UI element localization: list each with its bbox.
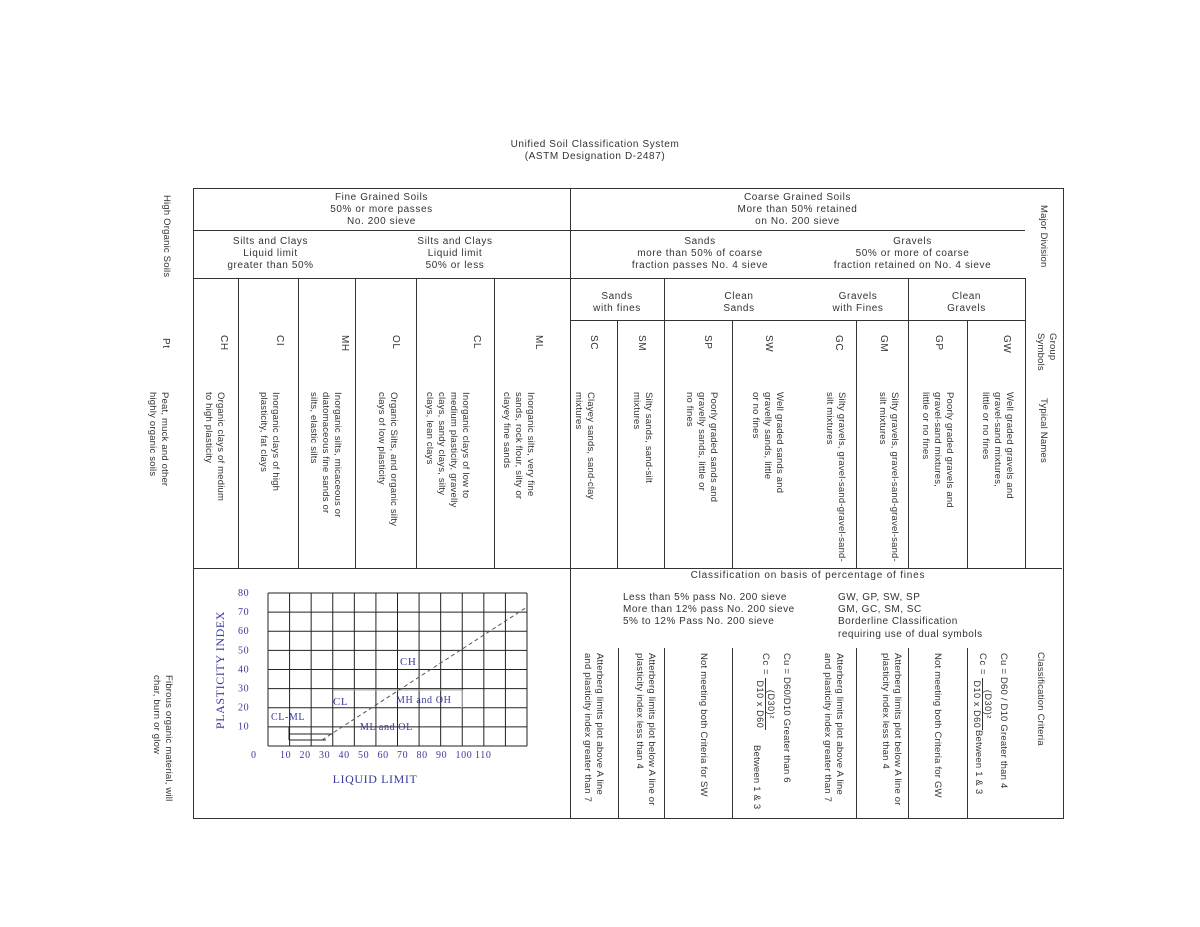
cc-denominator: D10 x D60 — [972, 680, 982, 729]
y-tick-label: 40 — [238, 664, 250, 676]
typical-names-label: Typical Names — [1038, 398, 1049, 463]
x-tick-label: 30 — [319, 750, 331, 761]
zone-label-cl: CL — [333, 696, 349, 708]
typical-name-sw: Well graded sands and gravelly sands, little or no fines — [750, 392, 785, 494]
criteria-gm: Atterberg limits plot below A line or plasticity index less than 4 — [880, 653, 903, 806]
group-symbol-ci: CI — [274, 335, 285, 347]
x-tick-label: 70 — [397, 750, 409, 761]
fines-row-3-right: Borderline Classification — [838, 616, 958, 627]
typical-name-gm: Silty gravels, gravel-sand-gravel-sand- silt mixtures — [877, 392, 900, 562]
group-symbol-gp: GP — [933, 335, 944, 351]
group-symbol-ch: CH — [218, 335, 229, 351]
coarse-grained-header: Coarse Grained Soils More than 50% retained on No. 200 sieve — [737, 192, 858, 227]
typical-name-cl: Inorganic clays of low to medium plasticity, gravelly clays, sandy clays, silty clays, lean clays — [424, 392, 471, 508]
criteria-sw-cu: Cu = D60/D10 Greater than 6 — [781, 653, 792, 783]
a-line — [322, 607, 527, 740]
sands-header: Sands more than 50% of coarse fraction passes No. 4 sieve — [631, 236, 769, 271]
cc-label: Cc = — [759, 653, 771, 676]
group-symbol-sw: SW — [763, 335, 774, 353]
typical-name-gw: Well graded gravels and gravel-sand mixtures, little or no fines — [980, 392, 1015, 499]
zone-label-ml-ol: ML and OL — [360, 722, 413, 733]
typical-name-gp: Poorly graded gravels and gravel-sand mixtures, little or no fines — [920, 392, 955, 508]
typical-name-ml: Inorganic silts, very fine sands, rock flour, silty or clayey fine sands — [501, 392, 536, 500]
typical-name-gc: Silty gravels, gravel-sand-gravel-sand- silt mixtures — [824, 392, 847, 562]
silts-clays-low-header: Silts and Clays Liquid limit 50% or less — [417, 236, 493, 271]
zone-label-cl-ml: CL-ML — [271, 712, 306, 723]
pt-description: Peat, muck and other highly organic soils — [147, 392, 170, 487]
typical-name-sm: Silty sands, sand-silt mixtures — [631, 392, 654, 483]
fines-row-4-right: requiring use of dual symbols — [838, 629, 983, 640]
cc-denominator: D10 x D60 — [755, 680, 765, 729]
group-symbol-gc: GC — [833, 335, 844, 352]
criteria-sw-cc-rule: Between 1 & 3 — [751, 745, 762, 810]
fines-row-3-left: 5% to 12% Pass No. 200 sieve — [623, 616, 775, 627]
x-tick-label: 10 — [280, 750, 292, 761]
x-tick-label: 110 — [475, 750, 492, 761]
group-symbol-sm: SM — [636, 335, 647, 352]
fines-row-1-left: Less than 5% pass No. 200 sieve — [623, 592, 787, 603]
y-tick-label: 50 — [238, 645, 250, 657]
group-symbol-ml: ML — [533, 335, 544, 351]
fines-row-2-left: More than 12% pass No. 200 sieve — [623, 604, 795, 615]
x-axis-label: LIQUID LIMIT — [332, 772, 418, 786]
plasticity-chart — [193, 568, 570, 818]
criteria-gw-cu: Cu = D60 / D10 Greater than 4 — [998, 653, 1009, 789]
group-symbol-sc: SC — [588, 335, 599, 351]
pt-symbol: Pt — [160, 338, 171, 349]
cc-label: Cc = — [976, 653, 988, 676]
typical-name-ci: Inorganic clays of high plasticity, fat clays — [258, 392, 281, 492]
y-tick-label: 80 — [238, 588, 250, 599]
x-tick-label: 50 — [358, 750, 370, 761]
y-tick-label: 10 — [238, 721, 250, 733]
group-symbol-cl: CL — [471, 335, 482, 349]
x-tick-label: 80 — [416, 750, 428, 761]
zone-label-mh-oh: MH and OH — [396, 695, 452, 706]
criteria-gw-cc-rule: Between 1 & 3 — [973, 730, 984, 795]
typical-name-sc: Clayey sands, sand-clay mixtures — [573, 392, 596, 500]
classification-criteria-label: Classification Criteria — [1035, 652, 1046, 746]
group-symbol-ol: OL — [390, 335, 401, 350]
y-tick-label: 20 — [238, 702, 250, 714]
criteria-gc: Atterberg limits plot above A line and plasticity index greater than 7 — [822, 653, 845, 803]
criteria-sm: Atterberg limits plot below A line or plasticity index less than 4 — [634, 653, 657, 806]
x-tick-label: 40 — [338, 750, 350, 761]
fines-title: Classification on basis of percentage of fines — [690, 570, 926, 581]
title-line-2: (ASTM Designation D-2487) — [524, 151, 666, 162]
clean-gravels-header: Clean Gravels — [947, 291, 986, 314]
silts-clays-high-header: Silts and Clays Liquid limit greater than 50% — [227, 236, 314, 271]
x-tick-label: 60 — [377, 750, 389, 761]
group-symbol-gm: GM — [878, 335, 889, 353]
fine-grained-header: Fine Grained Soils 50% or more passes No. 200 sieve — [330, 192, 433, 227]
gravels-header: Gravels 50% or more of coarse fraction retained on No. 4 sieve — [833, 236, 992, 271]
group-symbols-label: Group Symbols — [1035, 333, 1058, 371]
x-tick-label: 100 — [455, 750, 473, 761]
group-symbol-gw: GW — [1001, 335, 1012, 354]
major-division-label: Major Division — [1038, 205, 1049, 268]
y-axis-label: PLASTICITY INDEX — [213, 610, 227, 730]
title-line-1: Unified Soil Classification System — [510, 139, 680, 150]
fines-row-2-right: GM, GC, SM, SC — [838, 604, 922, 615]
typical-name-mh: Inorganic silts, micaceous or diatomaceous fine sands or silts, elastic silts — [308, 392, 343, 518]
typical-name-sp: Poorly graded sands and gravelly sands, little or no fines — [684, 392, 719, 503]
criteria-gw-cc — [972, 653, 993, 730]
typical-name-ol: Organic Silts, and organic silty clays of low plasticity — [376, 392, 399, 527]
pt-criteria: Fibrous organic material, will char, burn or glow — [151, 675, 174, 802]
x-tick-label: 0 — [251, 750, 257, 761]
group-symbol-sp: SP — [702, 335, 713, 350]
x-tick-label: 20 — [299, 750, 311, 761]
criteria-sw-cc — [755, 653, 776, 730]
criteria-sp: Not meeting both Criteria for SW — [698, 653, 709, 797]
criteria-sc: Atterberg limits plot above A line and plasticity index greater than 7 — [582, 653, 605, 803]
typical-name-ch: Organic clays of medium to high plasticity — [203, 392, 226, 502]
criteria-gp: Not meeting both Criteria for GW — [932, 653, 943, 798]
y-tick-label: 30 — [238, 683, 250, 695]
cc-numerator: (D30)² — [765, 678, 776, 730]
cc-fraction — [755, 678, 776, 730]
cc-numerator: (D30)² — [982, 678, 993, 730]
y-tick-label: 60 — [238, 626, 250, 638]
fines-row-1-right: GW, GP, SW, SP — [838, 592, 921, 603]
sands-with-fines-header: Sands with fines — [593, 291, 641, 314]
high-organic-soils-label: High Organic Soils — [161, 195, 172, 278]
cc-fraction — [972, 678, 993, 730]
group-symbol-mh: MH — [339, 335, 350, 352]
x-tick-label: 90 — [436, 750, 448, 761]
gravels-with-fines-header: Gravels with Fines — [832, 291, 884, 314]
clean-sands-header: Clean Sands — [723, 291, 755, 314]
zone-label-ch: CH — [400, 656, 417, 668]
y-tick-label: 70 — [238, 607, 250, 619]
